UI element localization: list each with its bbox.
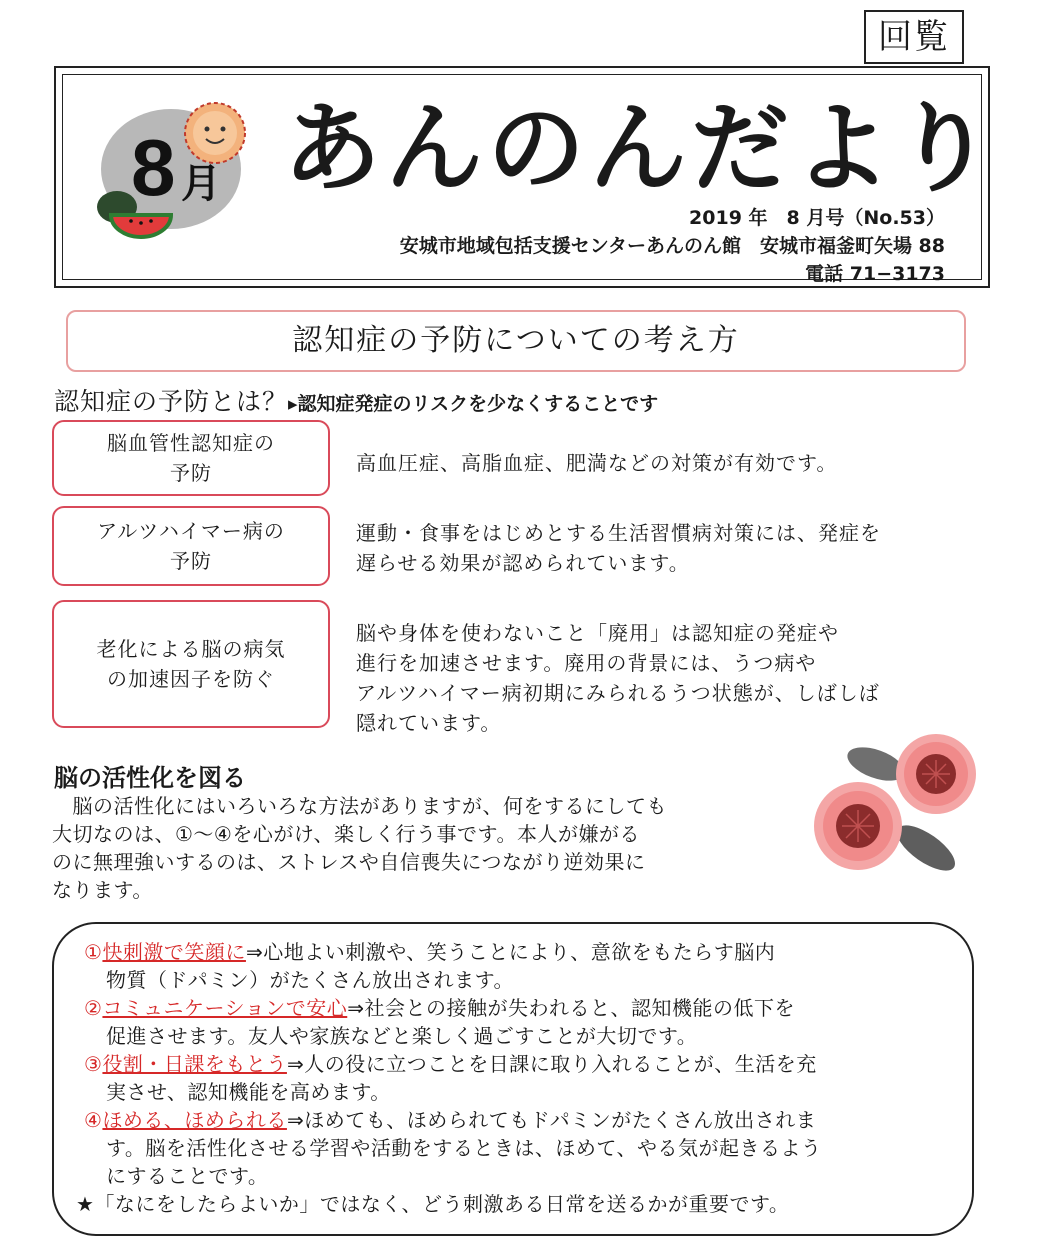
prevention-question (54, 382, 658, 418)
tip-item (84, 1106, 822, 1190)
tip-number: ③ (84, 1052, 103, 1076)
tip-keyword: 快刺激で笑顔に (102, 940, 246, 964)
prevention-label-alzheimer (52, 506, 330, 586)
activation-line: なります。 (52, 878, 153, 902)
newsletter-title: あんのんだより (283, 92, 998, 206)
newsletter-header (54, 66, 998, 288)
prevention-label-line: 予防 (170, 549, 212, 573)
month-number: 8 (131, 123, 176, 212)
tip-keyword: ほめる、ほめられる (102, 1108, 287, 1132)
header-inner-frame (62, 74, 998, 285)
tip-text: ⇒ほめても、ほめられてもドパミンがたくさん放出されま (286, 1108, 817, 1132)
tip-item (84, 1050, 817, 1106)
tip-item (84, 938, 775, 994)
sun-icon (185, 103, 245, 163)
prevention-label-line: の加速因子を防ぐ (107, 667, 275, 691)
tip-number: ① (84, 940, 103, 964)
month-badge (83, 89, 273, 239)
tip-keyword: 役割・日課をもとう (102, 1052, 287, 1076)
tip-continuation: にすることです。 (106, 1164, 269, 1188)
center-address: 安城市地域包括支援センターあんのん館 安城市福釜町矢場 88 (399, 235, 945, 257)
prevention-text-line: アルツハイマー病初期にみられるうつ状態が、しばしば (356, 681, 880, 705)
prevention-label-line: 老化による脳の病気 (96, 637, 286, 661)
activation-heading: 脳の活性化を図る (54, 764, 246, 792)
tip-number: ④ (84, 1108, 103, 1132)
tip-continuation: 促進させます。友人や家族などと楽しく過ごすことが大切です。 (106, 1024, 698, 1048)
prevention-label-line: 予防 (170, 461, 212, 485)
sunflower-illustration (806, 730, 986, 890)
tip-continuation: 物質（ドパミン）がたくさん放出されます。 (106, 968, 514, 992)
prevention-text-line: 遅らせる効果が認められています。 (356, 551, 690, 575)
sunflower-icon (814, 782, 902, 870)
prevention-text-line: 進行を加速させます。廃用の背景には、うつ病や (356, 651, 817, 675)
month-suffix: 月 (181, 161, 221, 207)
section-title: 認知症の予防についての考え方 (66, 310, 966, 372)
tips-box (52, 922, 974, 1236)
circulation-stamp: 回覧 (864, 10, 964, 64)
prevention-text-aging (356, 618, 880, 738)
prevention-text-vascular (356, 448, 837, 478)
prevention-text-alzheimer (356, 518, 881, 578)
prevention-label-line: 脳血管性認知症の (107, 431, 275, 455)
tip-text: ⇒心地よい刺激や、笑うことにより、意欲をもたらす脳内 (245, 940, 776, 964)
tip-text: ⇒人の役に立つことを日課に取り入れることが、生活を充 (286, 1052, 817, 1076)
activation-line: 大切なのは、①〜④を心がけ、楽しく行う事です。本人が嫌がる (52, 822, 640, 846)
prevention-text-line: 脳や身体を使わないこと「廃用」は認知症の発症や (356, 621, 839, 645)
issue-number: 2019 年 8 月号（No.53） (689, 207, 945, 229)
tip-number: ② (84, 996, 103, 1020)
tip-text: ⇒社会との接触が失われると、認知機能の低下を (347, 996, 796, 1020)
question-text: 認知症の予防とは？ (54, 387, 289, 416)
prevention-text-line: 隠れています。 (356, 711, 502, 735)
tip-continuation: 実させ、認知機能を高めます。 (106, 1080, 391, 1104)
prevention-text-line: 高血圧症、高脂血症、肥満などの対策が有効です。 (356, 451, 838, 475)
sunflower-icon (896, 734, 976, 814)
prevention-label-line: アルツハイマー病の (97, 519, 285, 543)
prevention-label-vascular (52, 420, 330, 496)
closing-note: ★「なにをしたらよいか」ではなく、どう刺激ある日常を送るかが重要です。 (76, 1192, 790, 1216)
activation-body (52, 792, 772, 904)
tip-continuation: す。脳を活性化させる学習や活動をするときは、ほめて、やる気が起きるよう (106, 1136, 822, 1160)
prevention-label-aging (52, 600, 330, 728)
tip-keyword: コミュニケーションで安心 (102, 996, 348, 1020)
phone-number: 電話 71−3173 (805, 263, 945, 285)
tip-item (84, 994, 795, 1050)
activation-line: 脳の活性化にはいろいろな方法がありますが、何をするにしても (52, 794, 667, 818)
prevention-text-line: 運動・食事をはじめとする生活習慣病対策には、発症を (356, 521, 881, 545)
activation-line: のに無理強いするのは、ストレスや自信喪失につながり逆効果に (52, 850, 646, 874)
question-answer: ▸認知症発症のリスクを少なくすることです (288, 393, 659, 415)
